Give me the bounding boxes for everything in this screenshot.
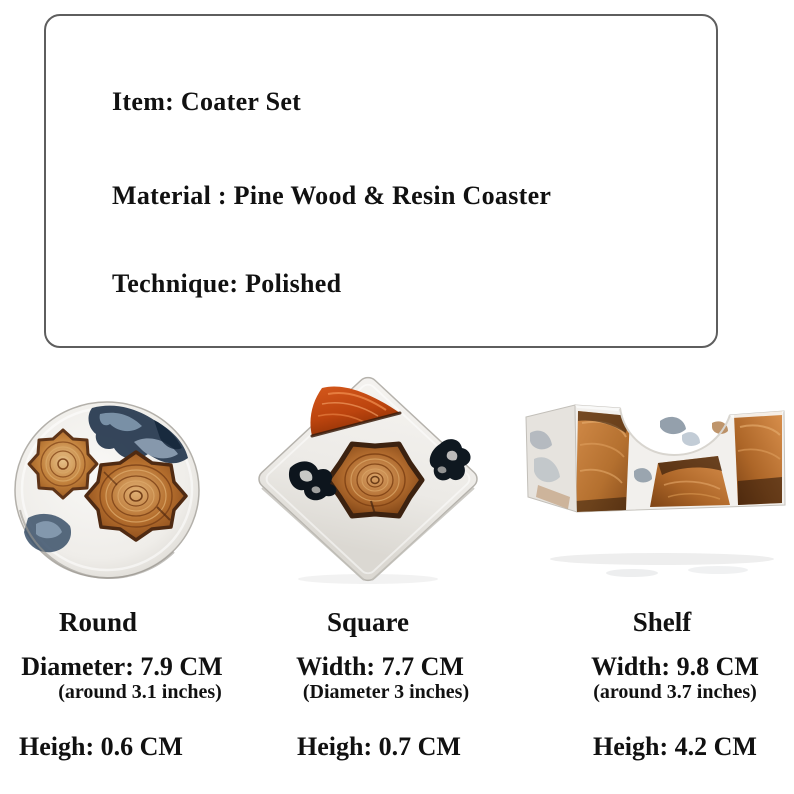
spec-box (44, 14, 718, 348)
shelf-height: Heigh: 4.2 CM (593, 732, 757, 761)
square-height: Heigh: 0.7 CM (297, 732, 461, 761)
square-coaster-art (252, 372, 484, 586)
coaster-shelf-art (522, 393, 790, 585)
round-coaster-art (14, 400, 202, 580)
square-dimension-note: (Diameter 3 inches) (302, 681, 470, 703)
product-name-shelf: Shelf (632, 607, 692, 637)
round-coaster-image (14, 400, 202, 580)
round-dimension: Diameter: 7.9 CM (21, 652, 223, 681)
spec-line-material: Material : Pine Wood & Resin Coaster (112, 181, 552, 210)
spec-line-technique: Technique: Polished (112, 269, 342, 298)
product-name-round: Round (58, 607, 138, 637)
spec-line-item: Item: Coater Set (112, 87, 302, 116)
square-coaster-image (252, 372, 484, 586)
coaster-shelf-image (522, 393, 790, 585)
round-height: Heigh: 0.6 CM (19, 732, 183, 761)
product-name-square: Square (326, 607, 410, 637)
shelf-dimension: Width: 9.8 CM (591, 652, 759, 681)
shelf-dimension-note: (around 3.7 inches) (593, 681, 757, 703)
round-dimension-note: (around 3.1 inches) (58, 681, 222, 703)
square-dimension: Width: 7.7 CM (296, 652, 464, 681)
